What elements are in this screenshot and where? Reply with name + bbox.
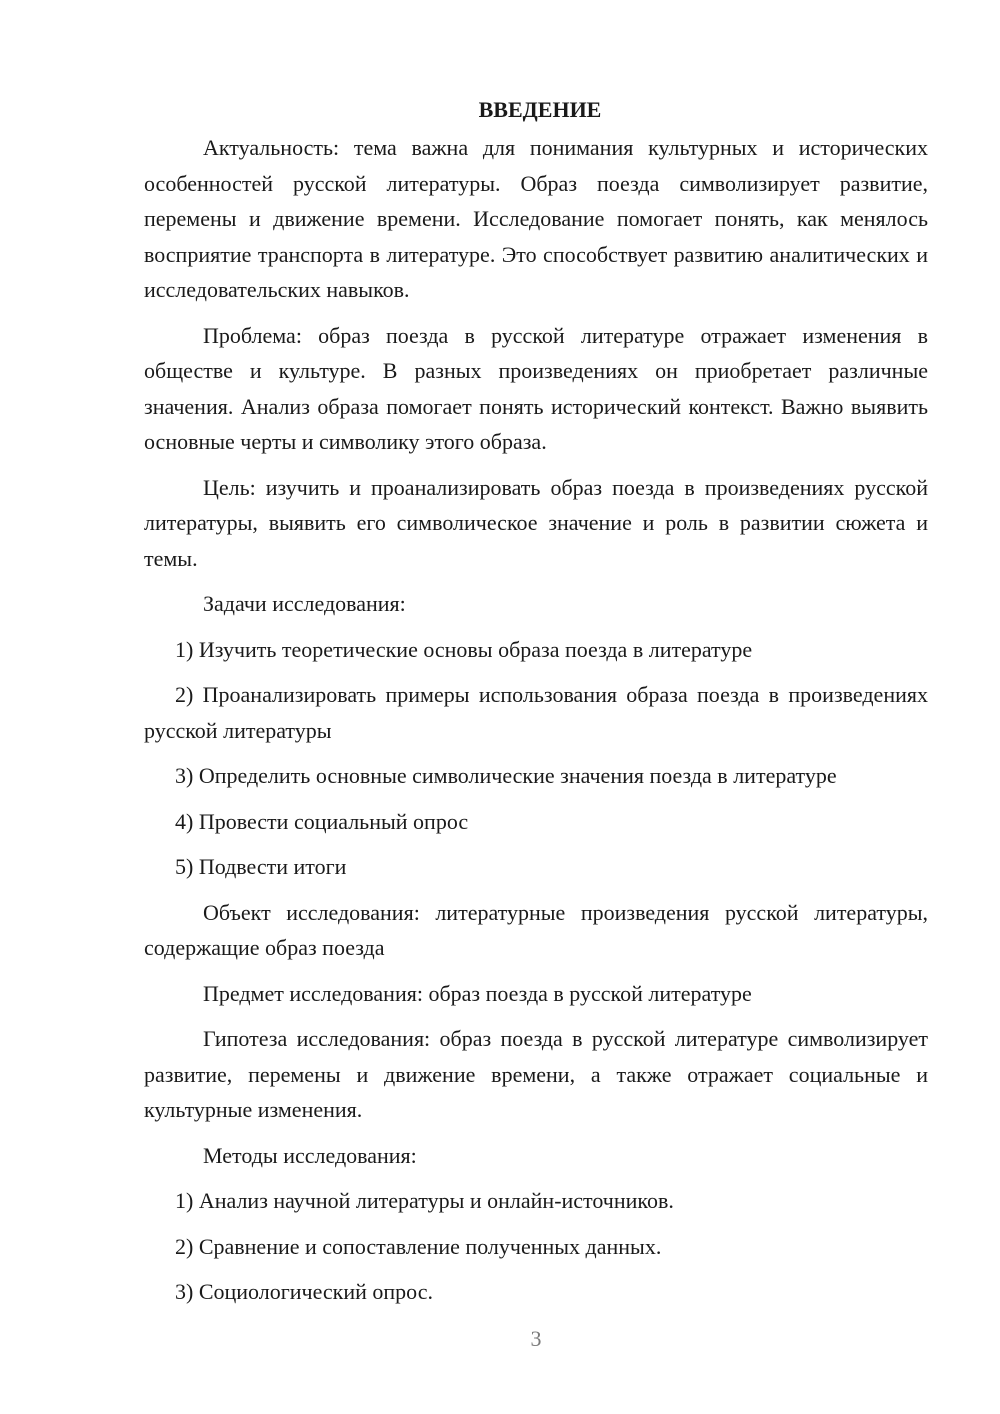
relevance-paragraph: Актуальность: тема важна для понимания культурных и исторических особенностей русской литературы. Образ поезда символизирует развитие, перемены и движение времени. Исследование помогает понять, как менялось восприятие транспорта в литературе. Это способствует развитию аналитических и исследовательских навыков. bbox=[144, 135, 928, 302]
object-paragraph: Объект исследования: литературные произведения русской литературы, содержащие образ поезда bbox=[144, 899, 928, 960]
methods-title: Методы исследования: bbox=[203, 1142, 417, 1168]
page-number: 3 bbox=[530, 1326, 542, 1351]
problem-paragraph: Проблема: образ поезда в русской литературе отражает изменения в обществе и культуре. В разных произведениях он приобретает различные значения. Анализ образа помогает понять исторический контекст. Важно выявить основные черты и символику этого образа. bbox=[144, 322, 928, 454]
task-item-1: 1) Изучить теоретические основы образа поезда в литературе bbox=[175, 636, 753, 662]
method-item-3: 3) Социологический опрос. bbox=[175, 1279, 433, 1304]
document-page bbox=[144, 92, 928, 1320]
tasks-title: Задачи исследования: bbox=[203, 591, 406, 616]
task-item-5: 5) Подвести итоги bbox=[175, 854, 347, 879]
method-item-1: 1) Анализ научной литературы и онлайн-источников. bbox=[175, 1188, 674, 1213]
task-item-3: 3) Определить основные символические значения поезда в литературе bbox=[175, 763, 837, 788]
subject-paragraph: Предмет исследования: образ поезда в русской литературе bbox=[203, 980, 752, 1006]
method-item-2: 2) Сравнение и сопоставление полученных данных. bbox=[175, 1233, 662, 1259]
hypothesis-paragraph: Гипотеза исследования: образ поезда в русской литературе символизирует развитие, перемены и движение времени, а также отражает социальные и культурные изменения. bbox=[144, 1026, 928, 1122]
task-item-2: 2) Проанализировать примеры использования образа поезда в произведениях русской литературы bbox=[144, 682, 928, 743]
goal-paragraph: Цель: изучить и проанализировать образ поезда в произведениях русской литературы, выявить его символическое значение и роль в развитии сюжета и темы. bbox=[144, 474, 928, 571]
section-heading: ВВЕДЕНИЕ bbox=[478, 97, 602, 122]
task-item-4: 4) Провести социальный опрос bbox=[175, 808, 469, 834]
